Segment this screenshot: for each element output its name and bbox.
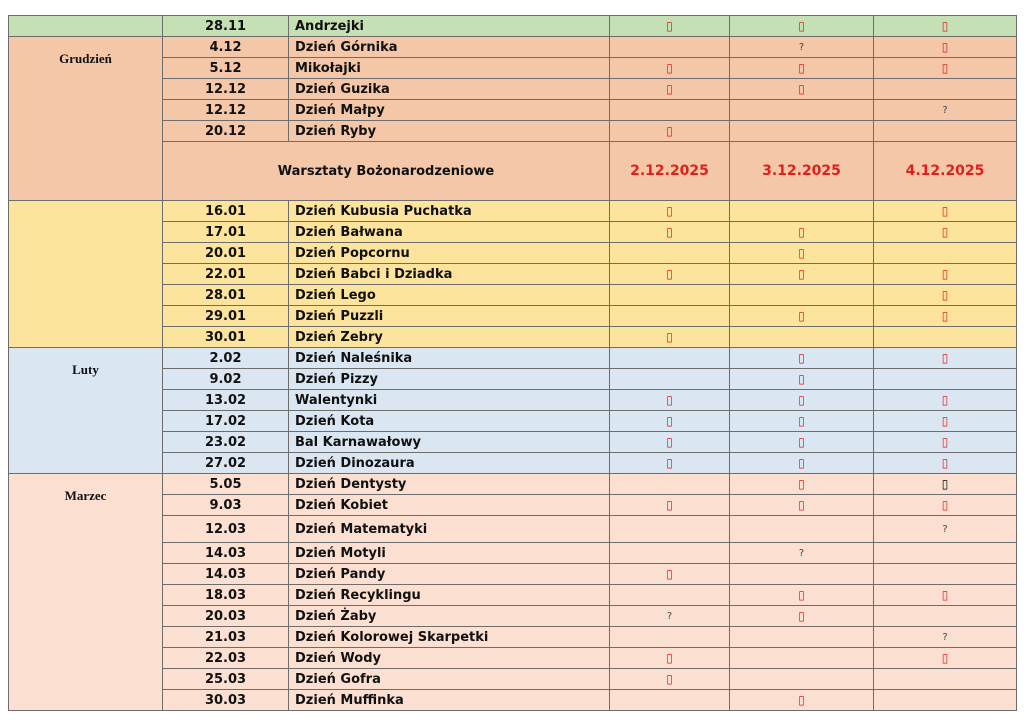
group1-mark [610, 285, 730, 306]
event-name: Dzień Muffinka [289, 690, 610, 711]
group1-mark: ▯ [610, 432, 730, 453]
group3-mark [874, 669, 1017, 690]
event-date: 30.01 [163, 327, 289, 348]
table-row [9, 16, 1017, 37]
event-date: 14.03 [163, 543, 289, 564]
group2-mark: ▯ [730, 606, 874, 627]
group1-mark [610, 306, 730, 327]
event-date: 17.02 [163, 411, 289, 432]
group3-mark: ▯ [874, 432, 1017, 453]
group2-mark: ▯ [730, 16, 874, 37]
event-date: 22.01 [163, 264, 289, 285]
group2-mark: ▯ [730, 474, 874, 495]
event-name: Dzień Małpy [289, 100, 610, 121]
group2-mark: ? [730, 37, 874, 58]
event-name: Dzień Kolorowej Skarpetki [289, 627, 610, 648]
event-name: Dzień Pizzy [289, 369, 610, 390]
group3-mark: ▯ [874, 285, 1017, 306]
event-date: 14.03 [163, 564, 289, 585]
event-date: 9.03 [163, 495, 289, 516]
group1-mark [610, 348, 730, 369]
event-name: Dzień Guzika [289, 79, 610, 100]
group3-mark [874, 79, 1017, 100]
event-name: Walentynki [289, 390, 610, 411]
group2-mark [730, 285, 874, 306]
table-row [9, 474, 1017, 495]
event-name: Dzień Gofra [289, 669, 610, 690]
group3-mark: ? [874, 516, 1017, 543]
event-date: 28.11 [163, 16, 289, 37]
event-name: Dzień Ryby [289, 121, 610, 142]
month-listopad [9, 16, 163, 37]
event-date: 29.01 [163, 306, 289, 327]
group1-mark: ▯ [610, 564, 730, 585]
group1-mark: ▯ [610, 79, 730, 100]
event-name: Dzień Żaby [289, 606, 610, 627]
group2-mark: ▯ [730, 690, 874, 711]
workshop-date-1: 2.12.2025 [610, 142, 730, 201]
event-name: Bal Karnawałowy [289, 432, 610, 453]
event-name: Dzień Zebry [289, 327, 610, 348]
group1-mark [610, 100, 730, 121]
group1-mark: ▯ [610, 16, 730, 37]
group2-mark: ▯ [730, 58, 874, 79]
group2-mark: ▯ [730, 264, 874, 285]
group3-mark: ▯ [874, 648, 1017, 669]
event-date: 27.02 [163, 453, 289, 474]
event-date: 30.03 [163, 690, 289, 711]
group1-mark: ▯ [610, 58, 730, 79]
group1-mark: ▯ [610, 453, 730, 474]
group3-mark [874, 327, 1017, 348]
event-name: Dzień Dentysty [289, 474, 610, 495]
group1-mark: ▯ [610, 121, 730, 142]
group3-mark: ▯ [874, 411, 1017, 432]
event-name: Dzień Dinozaura [289, 453, 610, 474]
group3-mark: ▯ [874, 306, 1017, 327]
event-date: 12.12 [163, 100, 289, 121]
group1-mark [610, 369, 730, 390]
group2-mark: ▯ [730, 348, 874, 369]
group3-mark: ▯ [874, 58, 1017, 79]
group3-mark: ▯ [874, 37, 1017, 58]
event-date: 18.03 [163, 585, 289, 606]
event-name: Dzień Kobiet [289, 495, 610, 516]
event-date: 16.01 [163, 201, 289, 222]
group2-mark [730, 121, 874, 142]
event-date: 13.02 [163, 390, 289, 411]
group2-mark: ▯ [730, 495, 874, 516]
group3-mark: ▯ [874, 201, 1017, 222]
event-name: Dzień Lego [289, 285, 610, 306]
group1-mark: ▯ [610, 327, 730, 348]
event-date: 28.01 [163, 285, 289, 306]
group2-mark [730, 564, 874, 585]
event-date: 5.05 [163, 474, 289, 495]
group1-mark [610, 37, 730, 58]
group3-mark: ▯ [874, 390, 1017, 411]
event-date: 20.12 [163, 121, 289, 142]
event-date: 2.02 [163, 348, 289, 369]
group1-mark: ▯ [610, 648, 730, 669]
event-name: Dzień Bałwana [289, 222, 610, 243]
group3-mark [874, 243, 1017, 264]
group2-mark: ▯ [730, 453, 874, 474]
group2-mark [730, 201, 874, 222]
event-name: Dzień Pandy [289, 564, 610, 585]
group3-mark: ▯ [874, 264, 1017, 285]
group1-mark: ▯ [610, 264, 730, 285]
group2-mark: ? [730, 543, 874, 564]
table-row [9, 201, 1017, 222]
group3-mark [874, 543, 1017, 564]
group3-mark [874, 606, 1017, 627]
group3-mark [874, 564, 1017, 585]
event-name: Mikołajki [289, 58, 610, 79]
group3-mark: ▯ [874, 495, 1017, 516]
group2-mark: ▯ [730, 243, 874, 264]
event-date: 20.03 [163, 606, 289, 627]
group3-mark: ? [874, 100, 1017, 121]
event-name: Dzień Babci i Dziadka [289, 264, 610, 285]
group3-mark [874, 369, 1017, 390]
event-date: 4.12 [163, 37, 289, 58]
event-date: 12.12 [163, 79, 289, 100]
event-date: 23.02 [163, 432, 289, 453]
group1-mark [610, 543, 730, 564]
event-name: Dzień Naleśnika [289, 348, 610, 369]
event-name: Dzień Kubusia Puchatka [289, 201, 610, 222]
group3-mark [874, 121, 1017, 142]
event-name: Dzień Wody [289, 648, 610, 669]
events-schedule-sheet [8, 15, 1016, 711]
event-name: Dzień Motyli [289, 543, 610, 564]
event-name: Dzień Matematyki [289, 516, 610, 543]
group1-mark: ▯ [610, 201, 730, 222]
event-name: Dzień Kota [289, 411, 610, 432]
event-name: Dzień Popcornu [289, 243, 610, 264]
group3-mark: ? [874, 627, 1017, 648]
group3-mark: ▯ [874, 16, 1017, 37]
group2-mark: ▯ [730, 411, 874, 432]
event-date: 21.03 [163, 627, 289, 648]
group2-mark: ▯ [730, 369, 874, 390]
group1-mark: ▯ [610, 411, 730, 432]
event-date: 5.12 [163, 58, 289, 79]
group2-mark [730, 327, 874, 348]
workshop-date-3: 4.12.2025 [874, 142, 1017, 201]
group2-mark [730, 669, 874, 690]
group1-mark: ▯ [610, 669, 730, 690]
group3-mark: ▯ [874, 474, 1017, 495]
group2-mark: ▯ [730, 585, 874, 606]
group2-mark: ▯ [730, 306, 874, 327]
group1-mark [610, 474, 730, 495]
event-date: 17.01 [163, 222, 289, 243]
group3-mark: ▯ [874, 222, 1017, 243]
event-date: 12.03 [163, 516, 289, 543]
group2-mark [730, 100, 874, 121]
group1-mark: ? [610, 606, 730, 627]
month-marzec: Marzec [9, 474, 163, 711]
event-date: 9.02 [163, 369, 289, 390]
event-name: Dzień Górnika [289, 37, 610, 58]
group2-mark [730, 627, 874, 648]
group1-mark [610, 690, 730, 711]
group1-mark: ▯ [610, 390, 730, 411]
group1-mark [610, 516, 730, 543]
group1-mark: ▯ [610, 495, 730, 516]
table-row [9, 348, 1017, 369]
workshop-title: Warsztaty Bożonarodzeniowe [163, 142, 610, 201]
group2-mark: ▯ [730, 79, 874, 100]
event-date: 22.03 [163, 648, 289, 669]
group3-mark: ▯ [874, 585, 1017, 606]
month-styczen [9, 201, 163, 348]
group2-mark: ▯ [730, 432, 874, 453]
group2-mark: ▯ [730, 390, 874, 411]
month-grudzien: Grudzień [9, 37, 163, 201]
group3-mark: ▯ [874, 453, 1017, 474]
group1-mark [610, 243, 730, 264]
group1-mark [610, 627, 730, 648]
group3-mark [874, 690, 1017, 711]
group3-mark: ▯ [874, 348, 1017, 369]
group1-mark: ▯ [610, 222, 730, 243]
event-name: Andrzejki [289, 16, 610, 37]
event-name: Dzień Recyklingu [289, 585, 610, 606]
month-luty: Luty [9, 348, 163, 474]
group2-mark: ▯ [730, 222, 874, 243]
workshop-date-2: 3.12.2025 [730, 142, 874, 201]
group2-mark [730, 516, 874, 543]
events-table [8, 15, 1017, 711]
event-date: 25.03 [163, 669, 289, 690]
event-name: Dzień Puzzli [289, 306, 610, 327]
event-date: 20.01 [163, 243, 289, 264]
group1-mark [610, 585, 730, 606]
group2-mark [730, 648, 874, 669]
table-row [9, 37, 1017, 58]
